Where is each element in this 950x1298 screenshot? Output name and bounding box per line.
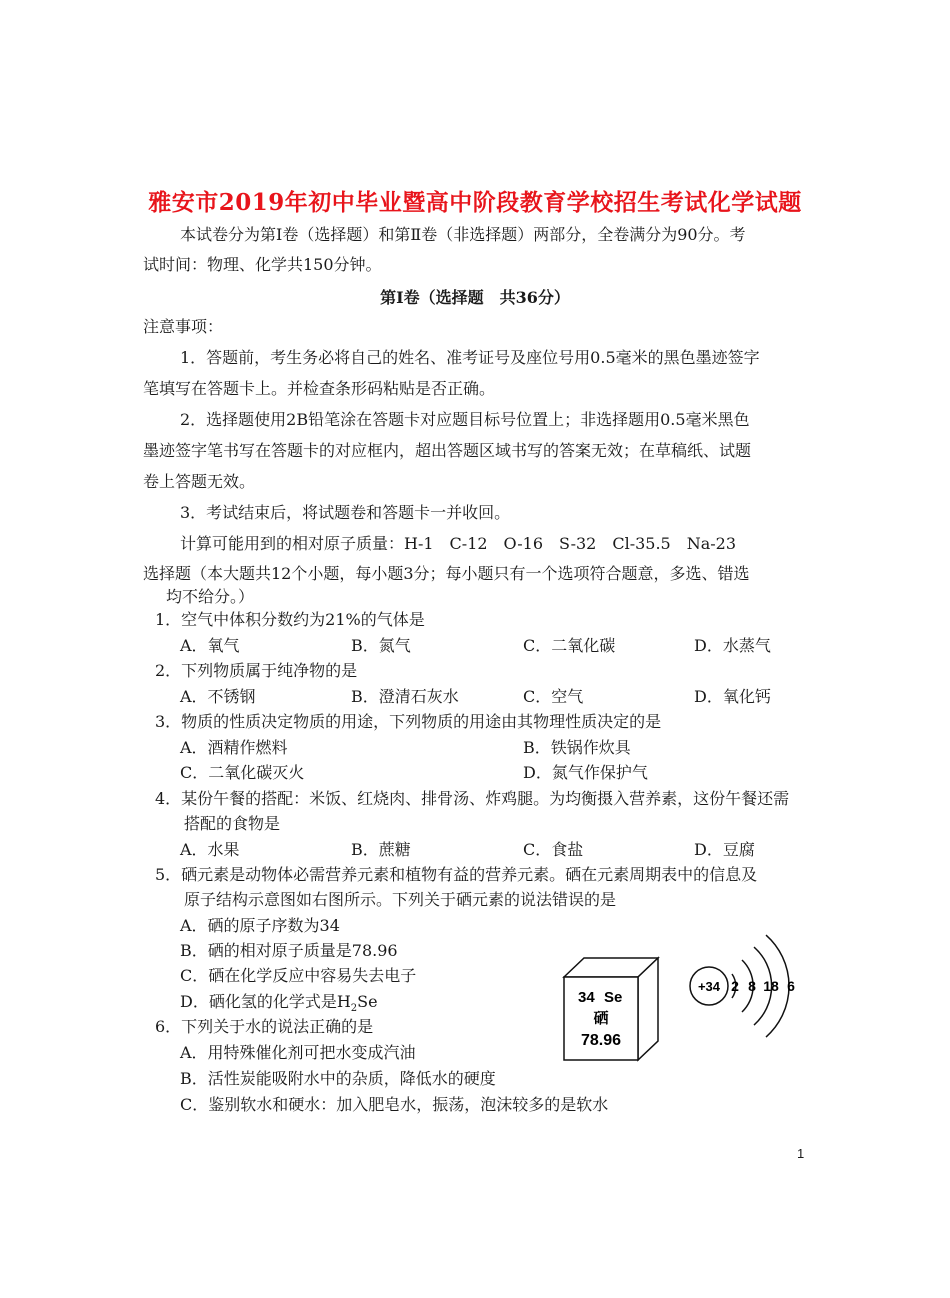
question-2-stem: 2．下列物质属于纯净物的是 <box>155 661 358 680</box>
question-2-option-c: C．空气 <box>523 687 584 706</box>
exam-title: 雅安市2019年初中毕业暨高中阶段教育学校招生考试化学试题 <box>148 189 802 216</box>
question-4-option-a: A．水果 <box>180 840 240 859</box>
question-4-stem-line-1: 4．某份午餐的搭配：米饭、红烧肉、排骨汤、炸鸡腿。为均衡摄入营养素，这份午餐还需 <box>155 789 790 808</box>
notice-item-1-line-2: 笔填写在答题卡上。并检查条形码粘贴是否正确。 <box>143 379 496 398</box>
notice-heading: 注意事项： <box>143 317 224 336</box>
question-5-option-c: C．硒在化学反应中容易失去电子 <box>180 966 417 985</box>
question-6-option-b: B．活性炭能吸附水中的杂质，降低水的硬度 <box>180 1069 496 1088</box>
atomic-masses: 计算可能用到的相对原子质量：H-1 C-12 O-16 S-32 Cl-35.5 Na-23 <box>180 534 737 553</box>
section-title: 第Ⅰ卷（选择题 共36分） <box>380 288 570 307</box>
notice-item-3: 3．考试结束后，将试题卷和答题卡一并收回。 <box>180 503 511 522</box>
question-5-option-a: A．硒的原子序数为34 <box>180 916 340 935</box>
question-3-option-d: D．氮气作保护气 <box>523 763 648 782</box>
question-2-option-a: A．不锈钢 <box>180 687 256 706</box>
question-4-option-b: B．蔗糖 <box>351 840 411 859</box>
intro-line-2: 试时间：物理、化学共150分钟。 <box>143 255 382 274</box>
question-4-option-d: D．豆腐 <box>694 840 755 859</box>
question-1-option-d: D．水蒸气 <box>694 636 771 655</box>
electron-count: 6 <box>787 978 795 994</box>
element-number: 34 <box>578 989 595 1006</box>
question-5-option-b: B．硒的相对原子质量是78.96 <box>180 941 398 960</box>
question-4-stem-line-2: 搭配的食物是 <box>184 814 281 833</box>
question-1-stem: 1．空气中体积分数约为21%的气体是 <box>155 610 425 629</box>
electron-count: 2 <box>731 978 739 994</box>
page-number: 1 <box>797 1146 805 1161</box>
option-d-suffix: Se <box>357 992 378 1011</box>
notice-item-1-line-1: 1．答题前，考生务必将自己的姓名、准考证号及座位号用0.5毫米的黑色墨迹签字 <box>180 348 760 367</box>
option-d-prefix: D．硒化氢的化学式是H <box>180 992 351 1011</box>
question-6-stem: 6．下列关于水的说法正确的是 <box>155 1017 374 1036</box>
question-3-option-b: B．铁锅作炊具 <box>523 738 631 757</box>
question-1-option-c: C．二氧化碳 <box>523 636 616 655</box>
question-6-option-c: C．鉴别软水和硬水：加入肥皂水，振荡，泡沫较多的是软水 <box>180 1095 609 1114</box>
question-2-option-b: B．澄清石灰水 <box>351 687 459 706</box>
element-name: 硒 <box>593 1009 609 1027</box>
question-1-option-a: A．氧气 <box>180 636 240 655</box>
question-4-option-c: C．食盐 <box>523 840 584 859</box>
element-symbol: Se <box>604 989 623 1006</box>
element-mass: 78.96 <box>580 1032 622 1049</box>
question-6-option-a: A．用特殊催化剂可把水变成汽油 <box>180 1043 416 1062</box>
option-d-subscript: 2 <box>350 1003 358 1015</box>
intro-line-1: 本试卷分为第Ⅰ卷（选择题）和第Ⅱ卷（非选择题）两部分，全卷满分为90分。考 <box>180 225 746 244</box>
nucleus-charge: +34 <box>697 979 721 994</box>
notice-item-2-line-2: 墨迹签字笔书写在答题卡的对应框内，超出答题区域书写的答案无效；在草稿纸、试题 <box>143 441 752 460</box>
electron-count: 8 <box>748 978 756 994</box>
electron-count: 18 <box>763 978 779 994</box>
choice-intro-line-2: 均不给分。） <box>166 587 255 606</box>
question-5-stem-line-2: 原子结构示意图如右图所示。下列关于硒元素的说法错误的是 <box>184 890 617 909</box>
selenium-atom-diagram <box>680 930 815 1042</box>
selenium-element-card <box>560 955 662 1063</box>
choice-intro-line-1: 选择题（本大题共12个小题，每小题3分；每小题只有一个选项符合题意，多选、错选 <box>143 564 750 583</box>
question-1-option-b: B．氮气 <box>351 636 411 655</box>
question-2-option-d: D．氧化钙 <box>694 687 771 706</box>
question-3-stem: 3．物质的性质决定物质的用途，下列物质的用途由其物理性质决定的是 <box>155 712 662 731</box>
question-5-stem-line-1: 5．硒元素是动物体必需营养元素和植物有益的营养元素。硒在元素周期表中的信息及 <box>155 865 758 884</box>
question-3-option-c: C．二氧化碳灭火 <box>180 763 305 782</box>
notice-item-2-line-3: 卷上答题无效。 <box>143 472 256 491</box>
notice-item-2-line-1: 2．选择题使用2B铅笔涂在答题卡对应题目标号位置上；非选择题用0.5毫米黑色 <box>180 410 750 429</box>
question-3-option-a: A．酒精作燃料 <box>180 738 288 757</box>
